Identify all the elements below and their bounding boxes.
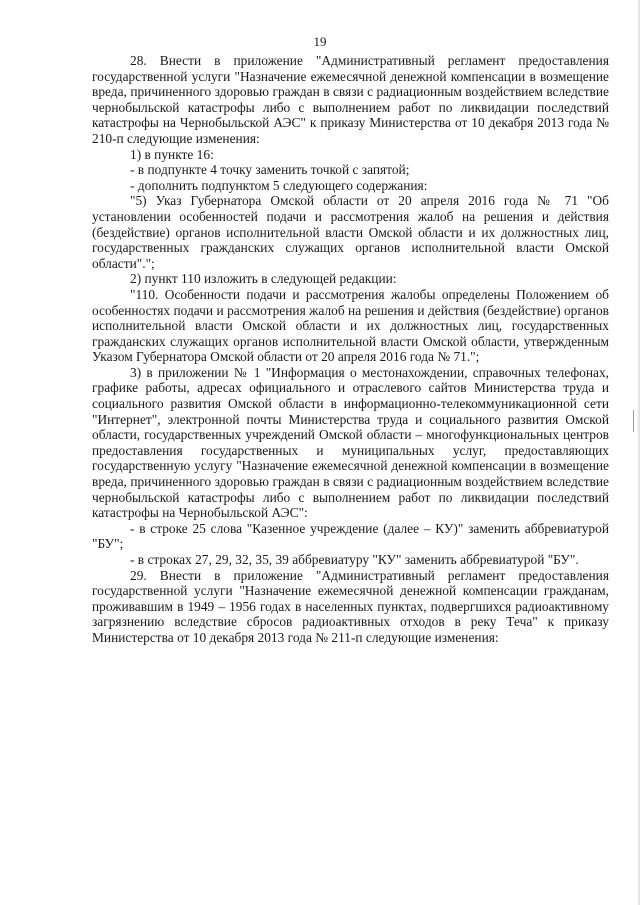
scan-speck-mark (633, 410, 634, 432)
document-body (92, 53, 609, 646)
paragraph-subitem-1: 1) в пункте 16: (130, 146, 214, 162)
paragraph-item-28: 28. Внести в приложение "Административный регламент предоставления государственной услуги "Назначение ежемесячной денежной компенсации в возмещение вреда, причиненного здоровью граждан в связи с радиационным воздействием вследствие чернобыльской катастрофы либо с выполнением работ по ликвидации последствий катастрофы на Чернобыльской АЭС" к приказу Министерства от 10 декабря 2013 года № 210-п следующие изменения: (92, 53, 609, 146)
paragraph-subitem-2: 2) пункт 110 изложить в следующей редакции: (130, 271, 397, 287)
paragraph-dash-3: - в строке 25 слова "Казенное учреждение (далее – КУ)" заменить аббревиатурой "БУ"; (92, 520, 609, 552)
paragraph-quote-110: "110. Особенности подачи и рассмотрения жалобы определены Положением об особенностях подачи и рассмотрения жалоб на решения и действия (бездействие) органов исполнительной власти Омской области и их должностных лиц, государственных гражданских служащих органов исполнительной власти Омской области, утвержденным Указом Губернатора Омской области от 20 апреля 2016 года № 71."; (92, 286, 609, 365)
page-number: 19 (313, 34, 327, 49)
paragraph-dash-2: - дополнить подпунктом 5 следующего содержания: (130, 177, 428, 193)
paragraph-item-29: 29. Внести в приложение "Административный регламент предоставления государственной услуги "Назначение ежемесячной денежной компенсации гражданам, проживавшим в 1949 – 1956 годах в населенных пунктах, подвергшихся радиоактивному загрязнению вследствие сбросов радиоактивных отходов в реку Теча" к приказу Министерства от 10 декабря 2013 года № 211-п следующие изменения: (92, 567, 609, 645)
paragraph-dash-4: - в строках 27, 29, 32, 35, 39 аббревиатуру "КУ" заменить аббревиатурой "БУ". (130, 552, 579, 567)
paragraph-quote-5: "5) Указ Губернатора Омской области от 20 апреля 2016 года № 71 "Об установлении особенностей подачи и рассмотрения жалоб на решения и действия (бездействие) органов исполнительной власти Омской области и их должностных лиц, государственных гражданских служащих органов исполнительной власти Омской области"."; (92, 193, 609, 271)
paragraph-subitem-3: 3) в приложении № 1 "Информация о местонахождении, справочных телефонах, графике работы, адресах официального и отраслевого сайтов Министерства труда и социального развития Омской области в информационно-телекоммуникационной сети "Интернет", электронной почты Министерства труда и социального развития Омской области, государственных учреждений Омской области – многофункциональных центров предоставления государственных и муниципальных услуг, предоставляющих государственную услугу "Назначение ежемесячной денежной компенсации в возмещение вреда, причиненного здоровью граждан в связи с радиационным воздействием вследствие чернобыльской катастрофы либо с выполнением работ по ликвидации последствий катастрофы на Чернобыльской АЭС": (92, 364, 609, 521)
paragraph-dash-1: - в подпункте 4 точку заменить точкой с запятой; (130, 162, 410, 178)
